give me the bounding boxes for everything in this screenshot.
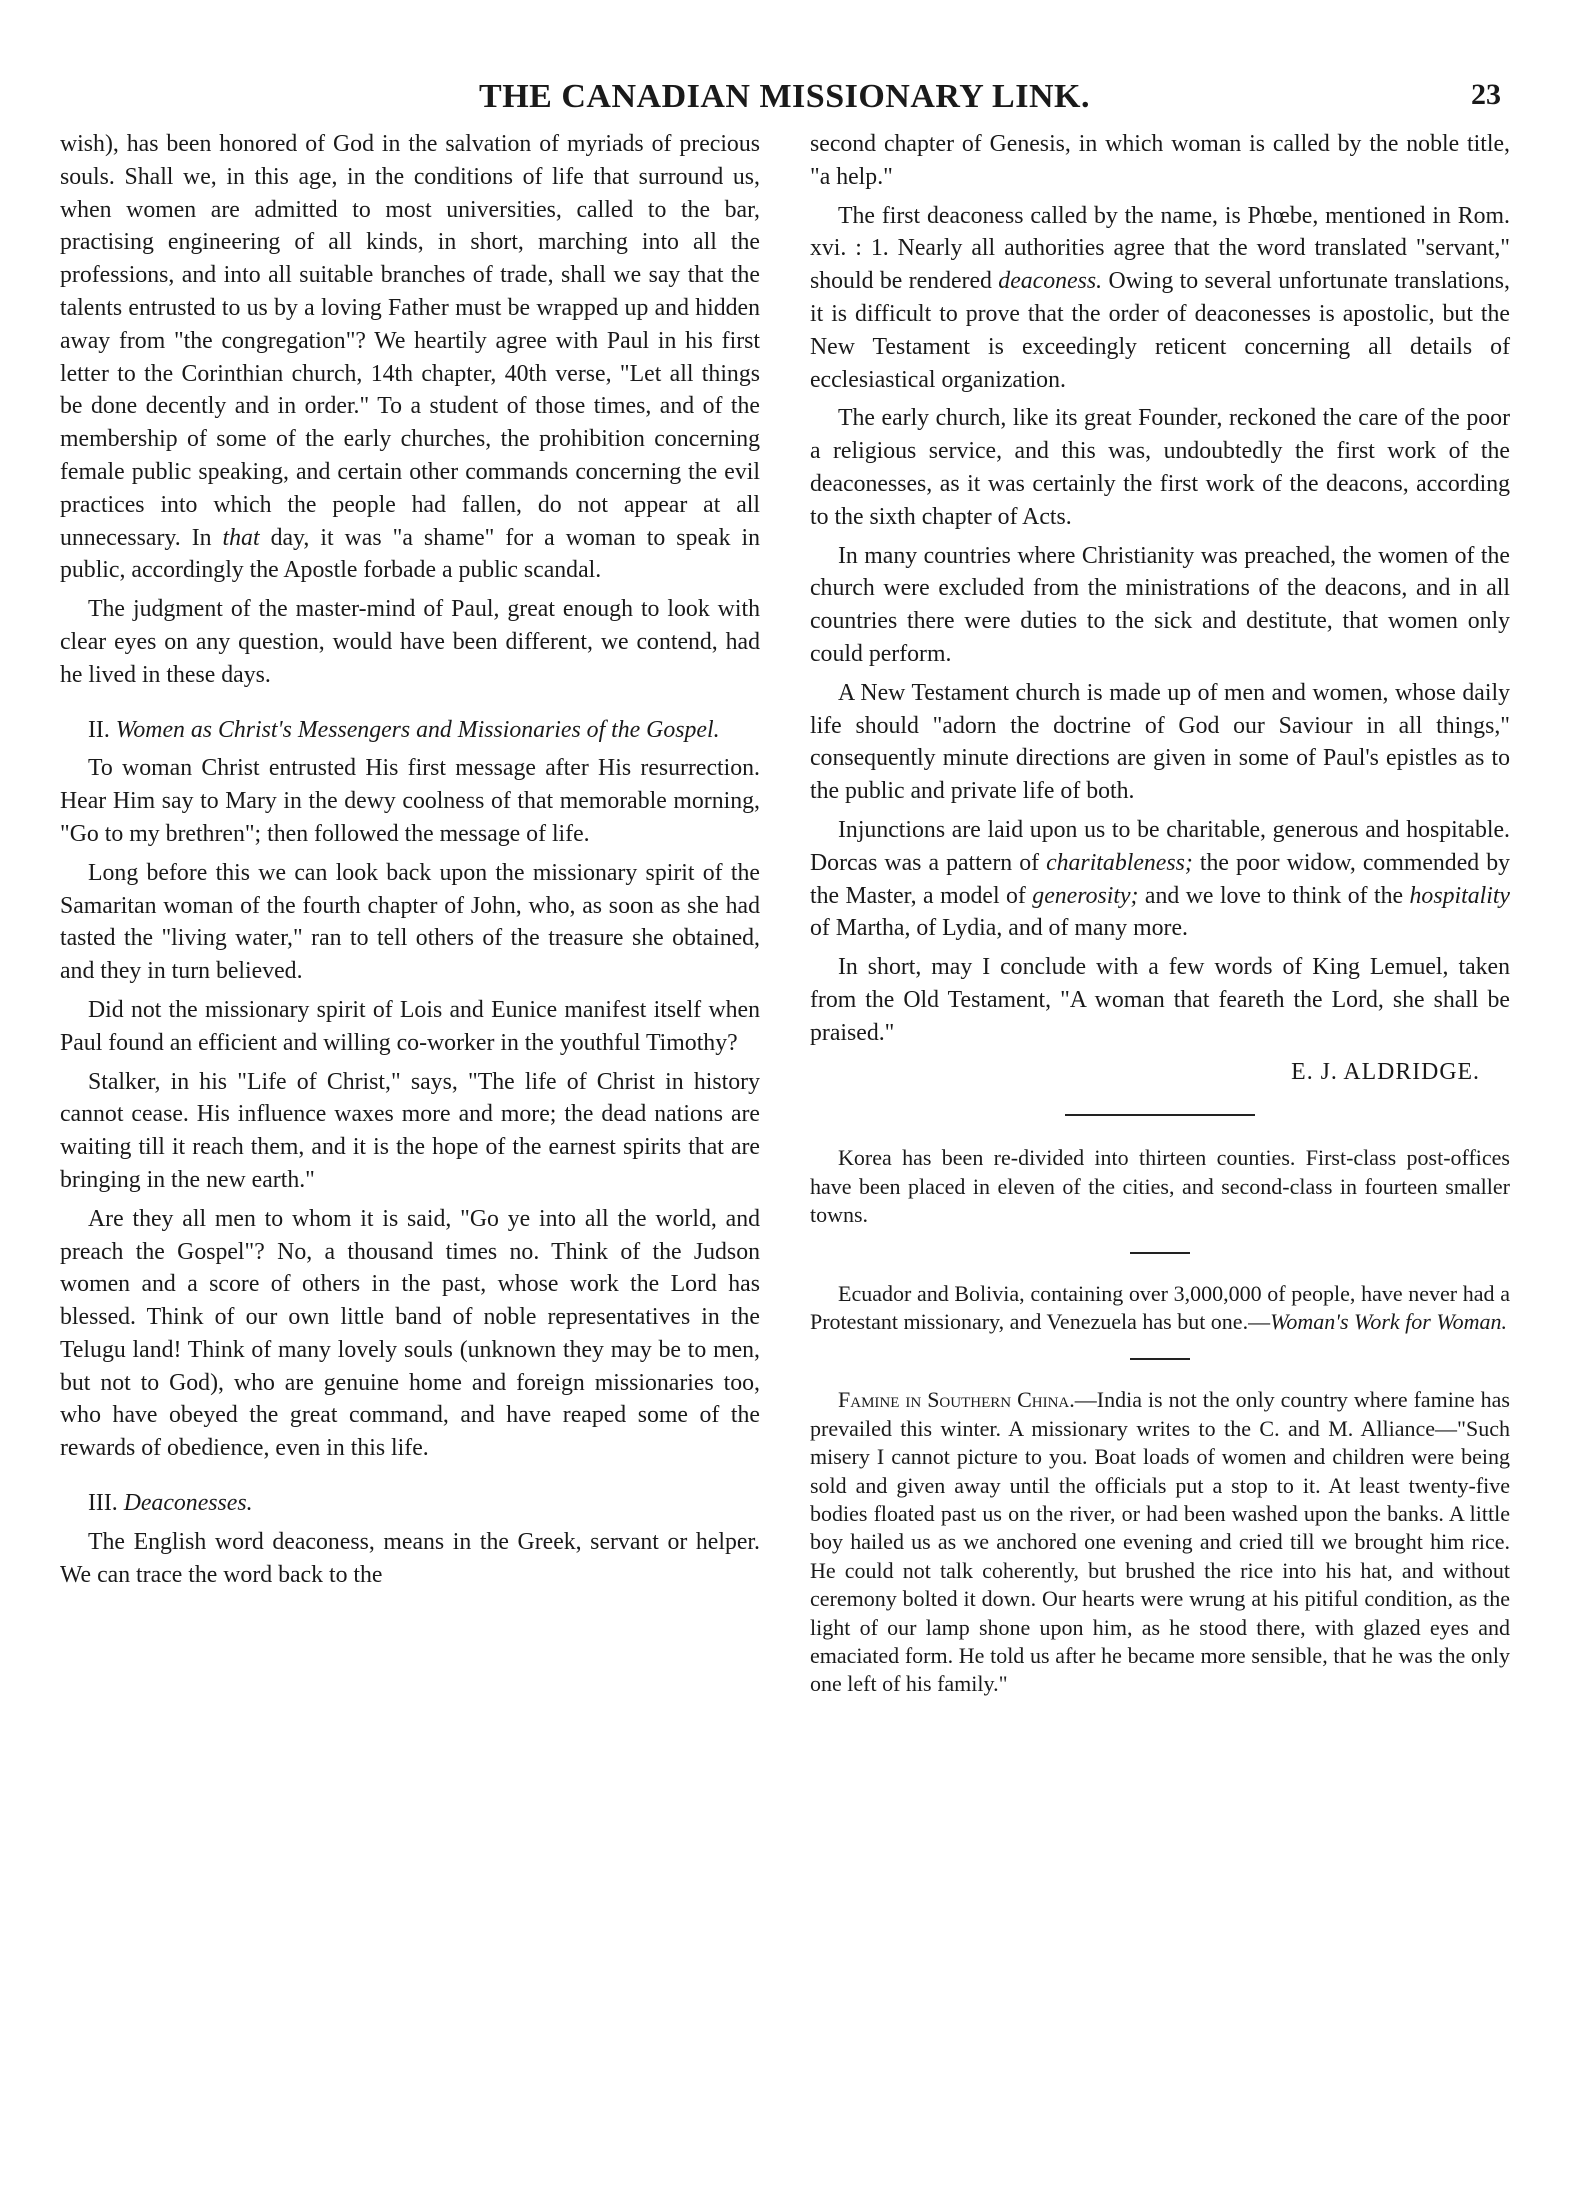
paragraph: The English word deaconess, means in the Greek, servant or helper. We can trace the word back to the [60,1528,760,1588]
news-note-text: Famine in Southern China.—India is not the only country where famine has prevailed this winter. A missionary writes to the C. and M. Alliance—"Such misery I cannot picture to you. Boat loads of women and children were being sold and given away until the officials put a stop to it. At least twenty-five bodies floated past us on the river, or had been washed upon the banks. A little boy hailed us as we anchored one evening and cried till we brought him rice. He could not talk coherently, but brushed the rice into his hat, and without ceremony bolted it down. Our hearts were wrung at his pitiful condition, as the light of our lamp shone upon him, as he stood there, with glazed eyes and emaciated form. He told us after he became more sensible, that he was the only one left of his family." [810,1387,1510,1697]
right-column [810,128,1510,2147]
note-source: Woman's Work for Woman. [1270,1308,1508,1334]
news-note-text: Ecuador and Bolivia, containing over 3,000,000 of people, have never had a Protestant missionary, and Venezuela has but one.—Woman's Work for Woman. [810,1280,1510,1334]
news-note-text: Korea has been re-divided into thirteen counties. First-class post-offices have been placed in eleven of the cities, and second-class in fourteen smaller towns. [810,1145,1510,1228]
left-column [60,128,760,2147]
paragraph: wish), has been honored of God in the salvation of myriads of precious souls. Shall we, in this age, in the conditions of life that surround us, when women are admitted to most universities, called to the bar, practising engineering of all kinds, in short, marching into all the professions, and into all suitable branches of trade, shall we say that the talents entrusted to us by a loving Father must be wrapped up and hidden away from "the congregation"? We heartily agree with Paul in his first letter to the Corinthian church, 14th chapter, 40th verse, "Let all things be done decently and in order." To a student of those times, and of the membership of some of the early churches, the prohibition concerning female public speaking, and certain other commands concerning the evil practices into which the people had fallen, do not appear at all unnecessary. In that day, it was "a shame" for a woman to speak in public, accordingly the Apostle forbade a public scandal. [60,131,760,584]
news-note [810,1280,1510,1337]
paragraph: A New Testament church is made up of men and women, whose daily life should "adorn the doctrine of God our Saviour in all things," consequently minute directions are given in some of Paul's epistles as to the public and private life of both. [810,679,1510,805]
author-signature: E. J. ALDRIDGE. [1291,1058,1480,1085]
divider [1130,1252,1190,1254]
paragraph: In short, may I conclude with a few words of King Lemuel, taken from the Old Testament, "A woman that feareth the Lord, she shall be praised." [810,954,1510,1046]
paragraph: The judgment of the master-mind of Paul, great enough to look with clear eyes on any question, would have been different, we contend, had he lived in these days. [60,596,760,688]
paragraph: Injunctions are laid upon us to be charitable, generous and hospitable. Dorcas was a pattern of charitableness; the poor widow, commended by the Master, a model of generosity; and we love to think of the hospitality of Martha, of Lydia, and of many more. [810,816,1510,942]
paragraph: Did not the missionary spirit of Lois and Eunice manifest itself when Paul found an efficient and willing co-worker in the youthful Timothy? [60,996,760,1056]
text-columns [60,128,1509,2147]
divider [1065,1114,1255,1116]
page-number: 23 [1471,78,1501,111]
paragraph: The first deaconess called by the name, is Phœbe, mentioned in Rom. xvi. : 1. Nearly all authorities agree that the word translated "servant," should be rendered deaconess. Owing to several unfortunate translations, it is difficult to prove that the order of deaconesses is apostolic, but the New Testament is exceedingly reticent concerning all details of ecclesiastical organization. [810,202,1510,393]
publication-title: THE CANADIAN MISSIONARY LINK. [479,78,1090,115]
paragraph: second chapter of Genesis, in which woman is called by the noble title, "a help." [810,131,1510,190]
section-heading: III. Deaconesses. [88,1490,253,1517]
masthead [60,70,1509,130]
paragraph: The early church, like its great Founder, reckoned the care of the poor a religious service, and this was, undoubtedly the first work of the deaconesses, as it was certainly the first work of the deacons, according to the sixth chapter of Acts. [810,405,1510,530]
news-note [810,1144,1510,1229]
paragraph: In many countries where Christianity was preached, the women of the church were excluded from the ministrations of the deacons, and in all countries there were duties to the sick and destitute, that women only could perform. [810,542,1510,667]
news-note [810,1386,1510,1698]
paragraph: Long before this we can look back upon the missionary spirit of the Samaritan woman of the fourth chapter of John, who, as soon as she had tasted the "living water," ran to tell others of the treasure she obtained, and they in turn believed. [60,859,760,985]
paragraph: To woman Christ entrusted His first message after His resurrection. Hear Him say to Mary in the dewy coolness of that memorable morning, "Go to my brethren"; then followed the message of life. [60,755,760,847]
paragraph: Are they all men to whom it is said, "Go ye into all the world, and preach the Gospel"? No, a thousand times no. Think of the Judson women and a score of others in the past, whose work the Lord has blessed. Think of our own little band of noble representatives in the Telugu land! Think of many lovely souls (unknown they may be to men, but not to God), who are genuine home and foreign missionaries too, who have obeyed the great command, and have reaped some of the rewards of obedience, even in this life. [60,1205,760,1462]
note-title: Famine in Southern China. [838,1387,1075,1413]
section-heading: II. Women as Christ's Messengers and Missionaries of the Gospel. [88,716,720,743]
paragraph: Stalker, in his "Life of Christ," says, "The life of Christ in history cannot cease. His influence waxes more and more; the dead nations are waiting till it reach them, and it is the hope of the earnest spirits that are bringing in the new earth." [60,1068,760,1193]
divider [1130,1358,1190,1360]
